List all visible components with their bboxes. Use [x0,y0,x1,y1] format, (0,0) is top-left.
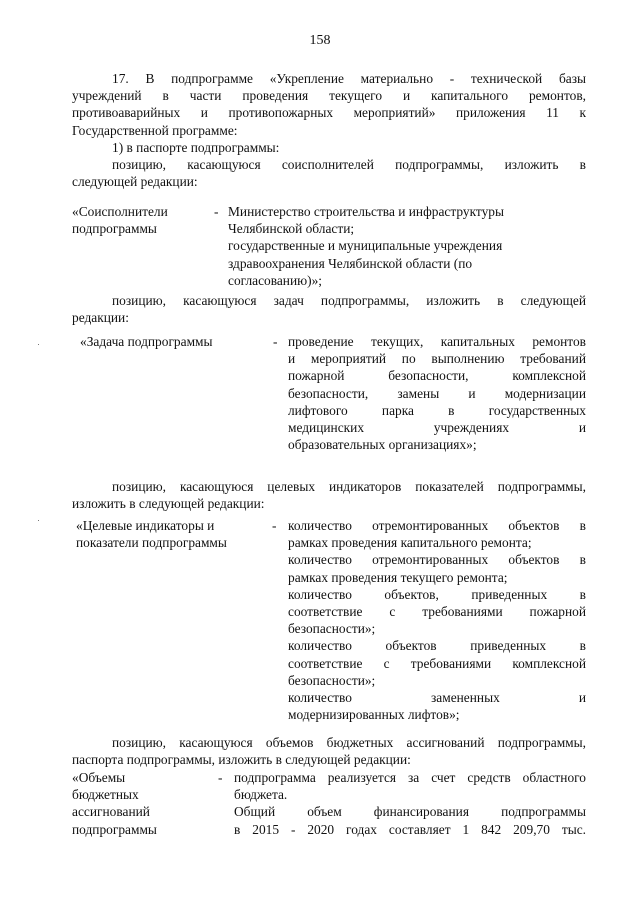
dash: - [214,204,219,219]
text-line: позицию, касающуюся задач подпрограммы, изложить в следующей [112,293,586,308]
coexecutors-label [72,203,212,237]
text-line: паспорта подпрограммы, изложить в следующей редакции: [72,752,411,768]
value-line: безопасности»; [288,672,376,688]
dash: - [273,334,278,349]
label-line: подпрограммы [72,221,157,237]
value-line: пожарной безопасности, комплексной [288,368,586,384]
label-line: «Соисполнители [72,204,168,219]
value-line: безопасности, замены и модернизации [288,385,586,401]
budget-value [234,769,586,838]
paragraph-budget-intro [72,734,586,768]
value-line: проведение текущих, капитальных ремонтов [288,334,586,349]
value-line: модернизированных лифтов»; [288,707,460,723]
value-line: соответствие с требованиями комплексной [288,655,586,671]
dash: - [218,770,223,785]
paragraph-task-intro [72,292,586,326]
text-line: позицию, касающуюся целевых индикаторов показателей подпрограммы, [112,479,586,494]
label-line: «Целевые индикаторы и [76,518,215,533]
paragraph-passport [72,139,586,156]
coexecutors-value [228,203,568,289]
text-line: редакции: [72,310,129,326]
text-line: изложить в следующей редакции: [72,496,265,512]
budget-label [72,769,212,838]
text-line: позицию, касающуюся соисполнителей подпрограммы, изложить в [112,157,586,172]
coexecutors-block [72,203,586,293]
value-line: количество отремонтированных объектов в [288,518,586,533]
value-line: количество объектов приведенных в [288,638,586,654]
text-line: учреждений в части проведения текущего и капитального ремонтов, [72,88,586,104]
value-line: согласованию)»; [228,272,323,288]
value-line: подпрограмма реализуется за счет средств областного [234,770,586,785]
paragraph-17 [72,70,586,139]
scan-speck [38,344,39,345]
task-value [288,333,586,453]
scan-speck [38,520,39,521]
value-line: Челябинской области; [228,221,355,237]
value-line: здравоохранения Челябинской области (по [228,255,473,271]
value-line: Министерство строительства и инфраструктуры [228,204,504,219]
value-line: количество отремонтированных объектов в [288,552,586,568]
value-line: количество объектов, приведенных в [288,586,586,602]
label-line: показатели подпрограммы [76,535,227,551]
dash: - [272,518,277,533]
value-line: бюджета. [234,787,288,803]
text-line: позицию, касающуюся объемов бюджетных ассигнований подпрограммы, [112,735,586,750]
text-line: 1) в паспорте подпрограммы: [112,140,280,155]
value-line: безопасности»; [288,621,376,637]
paragraph-indicators-intro [72,478,586,512]
budget-block [72,769,586,841]
label-line: «Объемы [72,770,126,785]
value-line: образовательных организациях»; [288,437,477,453]
text-line: 17. В подпрограмме «Укрепление материально - технической базы [112,71,586,86]
task-label: «Задача подпрограммы [80,334,213,349]
value-line: Общий объем финансирования подпрограммы [234,804,586,820]
value-line: в 2015 - 2020 годах составляет 1 842 209,70 тыс. [234,821,586,837]
value-line: соответствие с требованиями пожарной [288,604,586,620]
task-block [80,333,586,463]
label-line: бюджетных [72,787,139,803]
indicators-block [76,517,586,727]
value-line: рамках проведения капитального ремонта; [288,535,532,551]
paragraph-coexecutors-intro [72,156,586,190]
indicators-value [288,517,586,723]
value-line: государственные и муниципальные учреждения [228,238,503,254]
value-line: медицинских учреждениях и [288,420,586,436]
value-line: рамках проведения текущего ремонта; [288,569,508,585]
label-line: подпрограммы [72,821,157,837]
indicators-label [76,517,266,551]
label-line: ассигнований [72,804,150,820]
value-line: количество замененных и [288,690,586,706]
value-line: и мероприятий по выполнению требований [288,351,586,367]
text-line: следующей редакции: [72,174,198,190]
page-number: 158 [309,33,331,48]
value-line: лифтового парка в государственных [288,402,586,418]
text-line: противоаварийных и противопожарных мероприятий» приложения 11 к [72,105,586,121]
text-line: Государственной программе: [72,122,238,138]
